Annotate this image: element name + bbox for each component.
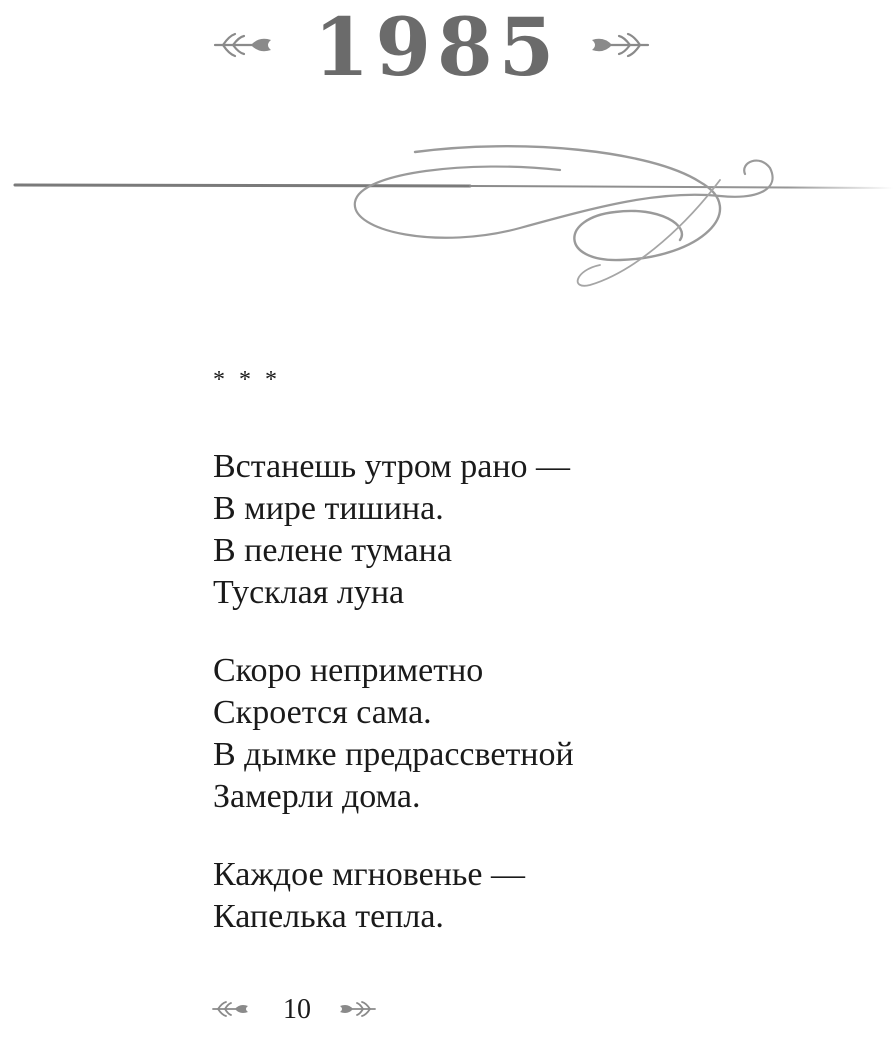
poem-separator: * * * [213, 367, 281, 393]
decorative-flourish [0, 140, 893, 290]
leaf-ornament-right-icon [337, 998, 377, 1020]
chapter-header [0, 0, 893, 100]
leaf-ornament-right-icon [588, 28, 650, 62]
poem-line: Встанешь утром рано — [213, 448, 571, 485]
poem-line: Скроется сама. [213, 694, 432, 731]
poem-line: В мире тишина. [213, 490, 444, 527]
poem-line: Скоро неприметно [213, 652, 484, 689]
stanza [213, 650, 833, 818]
poem-line: Тусклая луна [213, 574, 405, 611]
leaf-ornament-left-icon [211, 998, 251, 1020]
page-number: 10 [283, 994, 311, 1025]
stanza [213, 446, 833, 614]
poem-line: Каждое мгновенье — [213, 856, 526, 893]
poem-line: Замерли дома. [213, 778, 421, 815]
poem-line: В пелене тумана [213, 532, 452, 569]
stanza [213, 854, 833, 938]
chapter-year-title: 1985 [313, 0, 561, 94]
poem-line: В дымке предрассветной [213, 736, 574, 773]
page-footer [0, 988, 893, 1028]
poem [213, 362, 833, 974]
poem-line: Капелька тепла. [213, 898, 444, 935]
leaf-ornament-left-icon [213, 28, 275, 62]
